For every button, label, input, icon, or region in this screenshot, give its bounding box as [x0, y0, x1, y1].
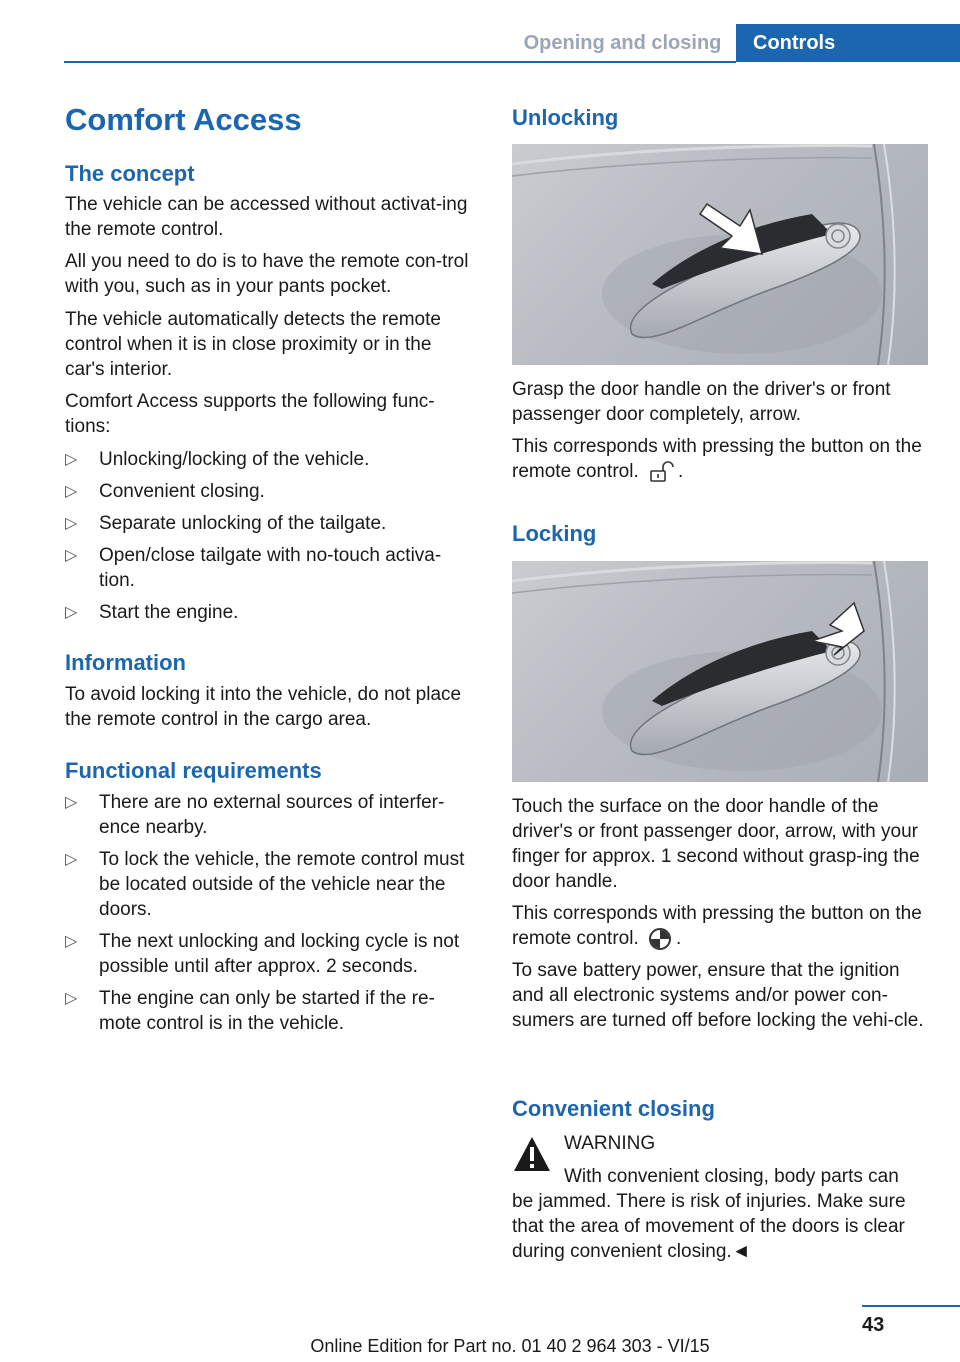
- locking-paragraph-3: To save battery power, ensure that the ignition and all electronic systems and/or power con-sumers are turned off before locking the vehi-cle.: [512, 960, 924, 1031]
- bullet-triangle-icon: ▷: [65, 483, 78, 500]
- unlock-key-icon: [648, 461, 674, 483]
- concept-paragraph-2: All you need to do is to have the remote con-trol with you, such as in your pants pocket.: [65, 251, 469, 297]
- concept-paragraph-3: The vehicle automatically detects the remote control when it is in close proximity or in the car's interior.: [65, 309, 441, 380]
- door-handle-unlocking-image: [512, 144, 928, 365]
- list-item: ▷ The engine can only be started if the re-mote control is in the vehicle.: [65, 988, 435, 1034]
- requirements-list: [65, 790, 485, 1036]
- bullet-triangle-icon: ▷: [65, 933, 78, 950]
- list-item: ▷ To lock the vehicle, the remote control must be located outside of the vehicle near the doors.: [65, 849, 465, 920]
- list-item: ▷ Separate unlocking of the tailgate.: [65, 513, 387, 534]
- warning-icon: [512, 1135, 552, 1173]
- unlocking-paragraph-1: Grasp the door handle on the driver's or front passenger door completely, arrow.: [512, 379, 891, 425]
- list-item: ▷ Start the engine.: [65, 602, 239, 623]
- door-handle-locking-image: [512, 561, 928, 782]
- list-item: ▷ The next unlocking and locking cycle is not possible until after approx. 2 seconds.: [65, 931, 460, 977]
- heading-unlocking: Unlocking: [512, 105, 619, 130]
- locking-paragraph-2: This corresponds with pressing the button on the remote control. .: [512, 903, 922, 949]
- heading-information: Information: [65, 650, 186, 675]
- list-item: ▷ Convenient closing.: [65, 481, 265, 502]
- locking-paragraph-1: Touch the surface on the door handle of the driver's or front passenger door, arrow, with your finger for approx. 1 second without grasp-ing the door handle.: [512, 796, 920, 892]
- footer-rule: [862, 1305, 960, 1307]
- heading-locking: Locking: [512, 521, 597, 546]
- concept-paragraph-4: Comfort Access supports the following func-tions:: [65, 391, 435, 437]
- bmw-lock-button-icon: [648, 927, 672, 951]
- information-text: To avoid locking it into the vehicle, do not place the remote control in the cargo area.: [65, 684, 462, 730]
- functions-list: [65, 447, 485, 625]
- bullet-triangle-icon: ▷: [65, 604, 78, 621]
- bullet-triangle-icon: ▷: [65, 794, 78, 811]
- bullet-triangle-icon: ▷: [65, 990, 78, 1007]
- warning-text-rest: be jammed. There is risk of injuries. Make sure that the area of movement of the doors is clear during convenient closing.◄: [512, 1191, 906, 1262]
- list-item: ▷ There are no external sources of interfer-ence nearby.: [65, 792, 445, 838]
- edition-text: Online Edition for Part no. 01 40 2 964 303 - VI/15: [310, 1336, 710, 1356]
- header-chapter-tab: Controls: [736, 24, 960, 62]
- bullet-triangle-icon: ▷: [65, 547, 78, 564]
- bullet-triangle-icon: ▷: [65, 451, 78, 468]
- concept-paragraph-1: The vehicle can be accessed without activat-ing the remote control.: [65, 194, 468, 240]
- heading-concept: The concept: [65, 161, 195, 186]
- page-title: Comfort Access: [65, 102, 302, 137]
- bullet-triangle-icon: ▷: [65, 515, 78, 532]
- warning-text-first: With convenient closing, body parts can: [564, 1166, 899, 1187]
- list-item: ▷ Unlocking/locking of the vehicle.: [65, 449, 370, 470]
- list-item: ▷ Open/close tailgate with no-touch activa-tion.: [65, 545, 442, 591]
- warning-label: WARNING: [564, 1133, 656, 1154]
- door-handle-grasp-illustration: [512, 144, 928, 365]
- bullet-triangle-icon: ▷: [65, 851, 78, 868]
- heading-convenient-closing: Convenient closing: [512, 1096, 715, 1121]
- unlocking-paragraph-2: This corresponds with pressing the button on the remote control. .: [512, 436, 922, 482]
- header-section-title: Opening and closing: [523, 32, 722, 54]
- door-handle-touch-illustration: [512, 561, 928, 782]
- header-rule: [64, 61, 736, 63]
- page-number: 43: [862, 1314, 885, 1336]
- heading-functional-requirements: Functional requirements: [65, 758, 322, 783]
